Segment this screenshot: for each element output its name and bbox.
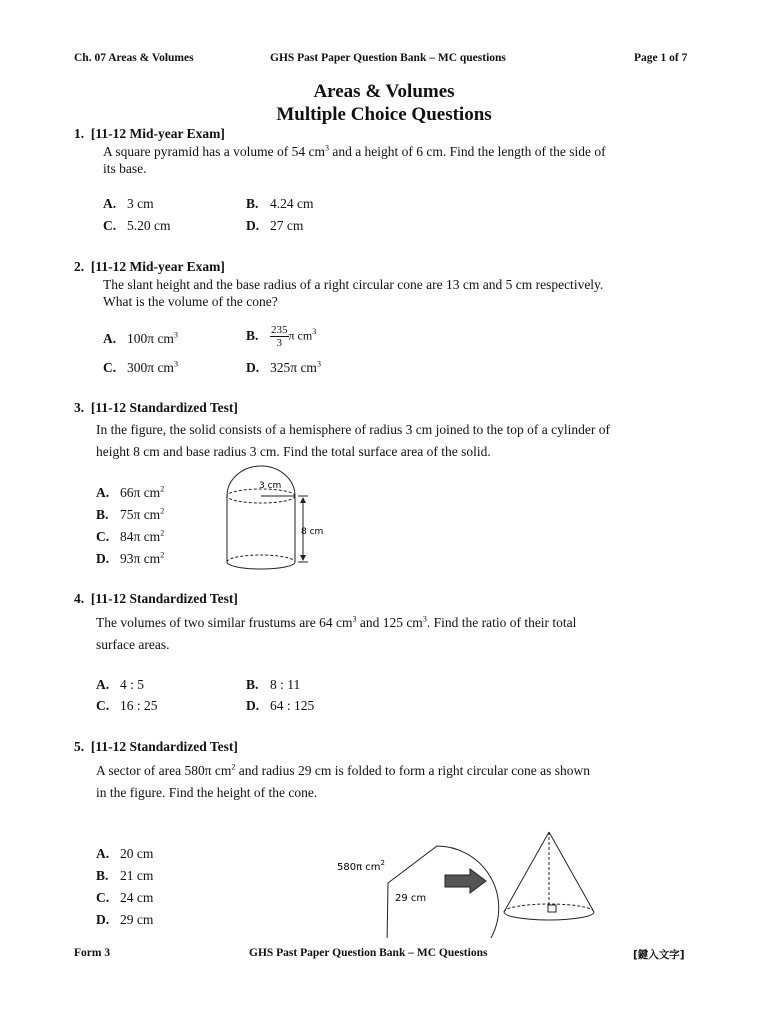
option-c[interactable]: C. 300π $cm^3$ — [103, 359, 178, 375]
option-d[interactable]: D. 29 cm — [96, 912, 154, 927]
page-subtitle: Multiple Choice Questions — [276, 104, 492, 125]
option-a[interactable]: A. 100π $cm^3$ — [103, 330, 178, 346]
question-1-heading — [74, 126, 225, 142]
option-b[interactable]: B. 4.24 cm — [246, 196, 314, 211]
option-b[interactable]: B. 21 cm — [96, 868, 154, 883]
question-number: 3. — [74, 400, 85, 415]
question-number: 4. — [74, 591, 85, 606]
option-d[interactable]: D. 325π $cm^3$ — [246, 359, 321, 375]
cone-left-edge — [504, 832, 549, 912]
option-d[interactable]: D. 93π $cm^2$ — [96, 550, 165, 566]
question-4-text: The volumes of two similar frustums are 64 $cm^3$ and 125 $cm^3$. Find the ratio of their total surface areas. — [96, 614, 577, 652]
height-label: 8 cm — [301, 527, 324, 537]
option-a[interactable]: A. 3 cm — [103, 196, 154, 211]
option-b[interactable]: B. $\frac{235}{3}$ π $cm^3$ — [246, 324, 317, 349]
question-number: 1. — [74, 126, 85, 141]
question-2-heading — [74, 259, 225, 275]
footer-bank-title: GHS Past Paper Question Bank – MC Questions — [249, 947, 488, 959]
base-front-arc — [227, 562, 295, 569]
option-c[interactable]: C. 84π $cm^2$ — [96, 528, 165, 544]
option-c[interactable]: C. 5.20 cm — [103, 218, 171, 233]
page-title: Areas & Volumes — [313, 81, 455, 102]
right-angle-mark — [548, 905, 556, 912]
question-number: 2. — [74, 259, 85, 274]
option-c[interactable]: C. 16 : 25 — [96, 698, 158, 713]
footer-form: Form 3 — [74, 947, 111, 959]
sector-to-cone-figure — [320, 808, 600, 938]
option-a[interactable]: A. 66π $cm^2$ — [96, 484, 165, 500]
header-bank-title: GHS Past Paper Question Bank – MC questions — [270, 52, 506, 64]
sector-radius-label: 29 cm — [395, 893, 427, 904]
question-source: [11-12 Mid-year Exam] — [90, 126, 225, 141]
question-number: 5. — [74, 739, 85, 754]
question-2-text: The slant height and the base radius of a right circular cone are 13 cm and 5 cm respectively. What is the volume of the cone? — [103, 277, 604, 309]
radius-label: 3 cm — [259, 481, 282, 491]
option-a[interactable]: A. 20 cm — [96, 846, 154, 861]
question-source: [11-12 Standardized Test] — [90, 591, 238, 606]
cone-base-front — [504, 912, 594, 920]
header-page-number: Page 1 of 7 — [634, 52, 688, 64]
base-back-arc — [227, 555, 295, 562]
question-4-heading — [74, 591, 238, 607]
arrow-icon — [445, 869, 486, 893]
question-5-text: A sector of area 580π $cm^2$ and radius 29 cm is folded to form a right circular cone as shown in the figure. Find the height of the cone. — [96, 762, 591, 800]
question-source: [11-12 Standardized Test] — [90, 400, 238, 415]
question-3-heading — [74, 400, 238, 416]
cone-right-edge — [549, 832, 594, 912]
question-source: [11-12 Standardized Test] — [90, 739, 238, 754]
option-d[interactable]: D. 27 cm — [246, 218, 304, 233]
option-d[interactable]: D. 64 : 125 — [246, 698, 315, 713]
question-3-text: In the figure, the solid consists of a hemisphere of radius 3 cm joined to the top of a cylinder of height 8 cm and base radius 3 cm. Find the total surface area of the solid. — [96, 422, 610, 459]
option-b[interactable]: B. 75π $cm^2$ — [96, 506, 165, 522]
question-5-heading — [74, 739, 238, 755]
option-b[interactable]: B. 8 : 11 — [246, 677, 301, 692]
hemisphere-cylinder-figure — [215, 462, 335, 574]
sector-area-label: 580π $cm^2$ — [337, 859, 385, 873]
header-chapter: Ch. 07 Areas & Volumes — [74, 52, 194, 64]
fraction: $\frac{235}{3}$ — [271, 324, 288, 349]
question-source: [11-12 Mid-year Exam] — [90, 259, 225, 274]
sector-shape — [387, 846, 499, 938]
option-c[interactable]: C. 24 cm — [96, 890, 154, 905]
footer-placeholder: [鍵入文字] — [633, 949, 685, 961]
question-1-text: A square pyramid has a volume of 54 $cm^3$ and a height of 6 cm. Find the length of the side of its base. — [103, 143, 606, 176]
option-a[interactable]: A. 4 : 5 — [96, 677, 145, 692]
